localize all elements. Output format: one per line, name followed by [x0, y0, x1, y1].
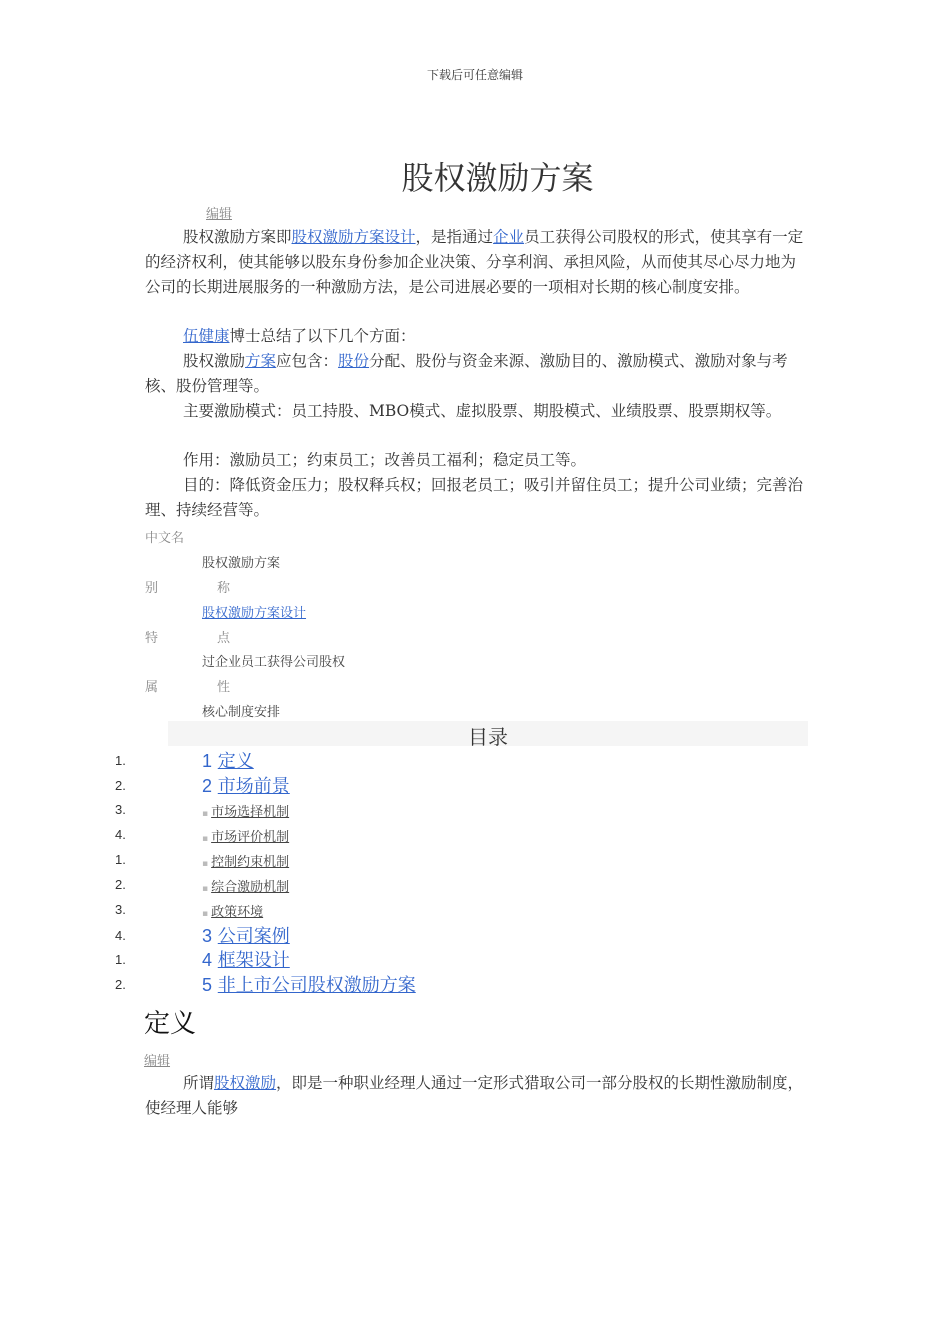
section-heading-definition: 定义	[144, 1009, 197, 1039]
toc-number: 4.	[115, 928, 126, 943]
toc-label: 非上市公司股权激励方案	[217, 975, 416, 996]
info-value-feature: 过企业员工获得公司股权	[202, 655, 346, 670]
toc-index: 4	[202, 950, 213, 970]
intro-paragraph-3	[145, 349, 805, 399]
intro-paragraph-5: 作用：激励员工；约束员工；改善员工福利；稳定员工等。	[183, 451, 587, 469]
toc-label: 市场前景	[217, 776, 290, 797]
bullet-icon: ▪	[202, 859, 209, 869]
intro-paragraph-6: 目的：降低资金压力；股权释兵权；回报老员工；吸引并留住员工；提升公司业绩；完善治理、持续经营等。	[145, 476, 804, 519]
toc-index: 1	[202, 751, 213, 771]
intro-text: 股权激励	[183, 352, 246, 370]
toc-number: 2.	[115, 977, 126, 992]
intro-text: ，是指通过	[415, 228, 494, 246]
page-title: 股权激励方案	[401, 159, 594, 197]
link-enterprise[interactable]: 企业	[493, 228, 525, 246]
toc-index: 5	[202, 975, 213, 995]
toc-item-market-outlook[interactable]	[202, 772, 290, 798]
info-label-feature-2: 点	[217, 631, 231, 646]
edit-link-definition[interactable]: 编辑	[144, 1054, 171, 1069]
intro-text: 应包含：	[276, 352, 339, 370]
intro-text: 员工获得公司股权的形式，使其享有一定的经济权利，使其能够以股东身份参加企业决策、分享利润、承担风险，从而使其尽心尽力地为公司的长期进展服务的一种激励方法，是公司进展必要的一项相对长期的核心制度安排。	[145, 228, 804, 296]
info-label-alias: 别	[145, 581, 159, 596]
toc-label: 控制约束机制	[211, 855, 290, 870]
definition-text: ，即是一种职业经理人通过一定形式猎取公司一部分股权的长期性激励制度，使经理人能够	[145, 1074, 804, 1117]
toc-label: 政策环境	[211, 905, 264, 920]
toc-label: 市场评价机制	[211, 830, 290, 845]
link-shares[interactable]: 股份	[338, 352, 370, 370]
intro-paragraph-2	[145, 324, 805, 349]
toc-item-company-cases[interactable]	[202, 922, 290, 948]
toc-number: 3.	[115, 902, 126, 917]
toc-number: 2.	[115, 877, 126, 892]
toc-item-comprehensive-incentive[interactable]	[202, 876, 289, 895]
info-label-chinese-name: 中文名	[145, 531, 185, 546]
info-value-chinese-name: 股权激励方案	[202, 556, 281, 571]
definition-paragraph	[145, 1071, 805, 1121]
info-label-feature: 特	[145, 631, 159, 646]
intro-text: 分配、股份与资金来源、激励目的、激励模式、激励对象与考核、股份管理等。	[145, 352, 788, 395]
info-label-attribute-2: 性	[217, 680, 231, 695]
toc-number: 1.	[115, 753, 126, 768]
toc-number: 4.	[115, 827, 126, 842]
link-equity-plan-design[interactable]: 股权激励方案设计	[291, 228, 416, 246]
bullet-icon: ▪	[202, 909, 209, 919]
info-value-alias	[202, 602, 306, 621]
toc-label: 市场选择机制	[211, 805, 290, 820]
toc-number: 3.	[115, 802, 126, 817]
toc-item-definition[interactable]	[202, 747, 254, 773]
toc-index: 2	[202, 776, 213, 796]
toc-item-framework-design[interactable]	[202, 946, 290, 972]
link-equity-incentive[interactable]: 股权激励	[214, 1074, 277, 1092]
toc-label: 公司案例	[217, 926, 290, 947]
bullet-icon: ▪	[202, 884, 209, 894]
info-value-attribute: 核心制度安排	[202, 705, 281, 720]
toc-item-market-evaluation[interactable]	[202, 826, 289, 845]
intro-text: 股权激励方案即	[183, 228, 292, 246]
page-header: 下载后可任意编辑	[426, 68, 523, 82]
link-alias[interactable]: 股权激励方案设计	[202, 606, 307, 621]
toc-item-control-constraint[interactable]	[202, 851, 289, 870]
intro-paragraph-1	[145, 225, 805, 300]
link-wu-jiankang[interactable]: 伍健康	[183, 327, 230, 345]
toc-item-unlisted-company-plan[interactable]	[202, 971, 416, 997]
bullet-icon: ▪	[202, 834, 209, 844]
toc-label: 综合激励机制	[211, 880, 290, 895]
toc-item-policy-environment[interactable]	[202, 901, 263, 920]
toc-index: 3	[202, 926, 213, 946]
intro-paragraph-4: 主要激励模式：员工持股、MBO模式、虚拟股票、期股模式、业绩股票、股票期权等。	[183, 402, 782, 420]
bullet-icon: ▪	[202, 809, 209, 819]
definition-text: 所谓	[183, 1074, 215, 1092]
toc-label: 定义	[217, 751, 254, 772]
toc-title: 目录	[468, 725, 508, 749]
toc-number: 1.	[115, 952, 126, 967]
info-label-alias-2: 称	[217, 581, 231, 596]
link-plan[interactable]: 方案	[245, 352, 277, 370]
toc-number: 2.	[115, 778, 126, 793]
edit-link[interactable]: 编辑	[206, 207, 233, 222]
toc-label: 框架设计	[217, 950, 290, 971]
toc-number: 1.	[115, 852, 126, 867]
intro-text: 博士总结了以下几个方面：	[229, 327, 416, 345]
info-label-attribute: 属	[145, 680, 159, 695]
toc-item-market-selection[interactable]	[202, 801, 289, 820]
